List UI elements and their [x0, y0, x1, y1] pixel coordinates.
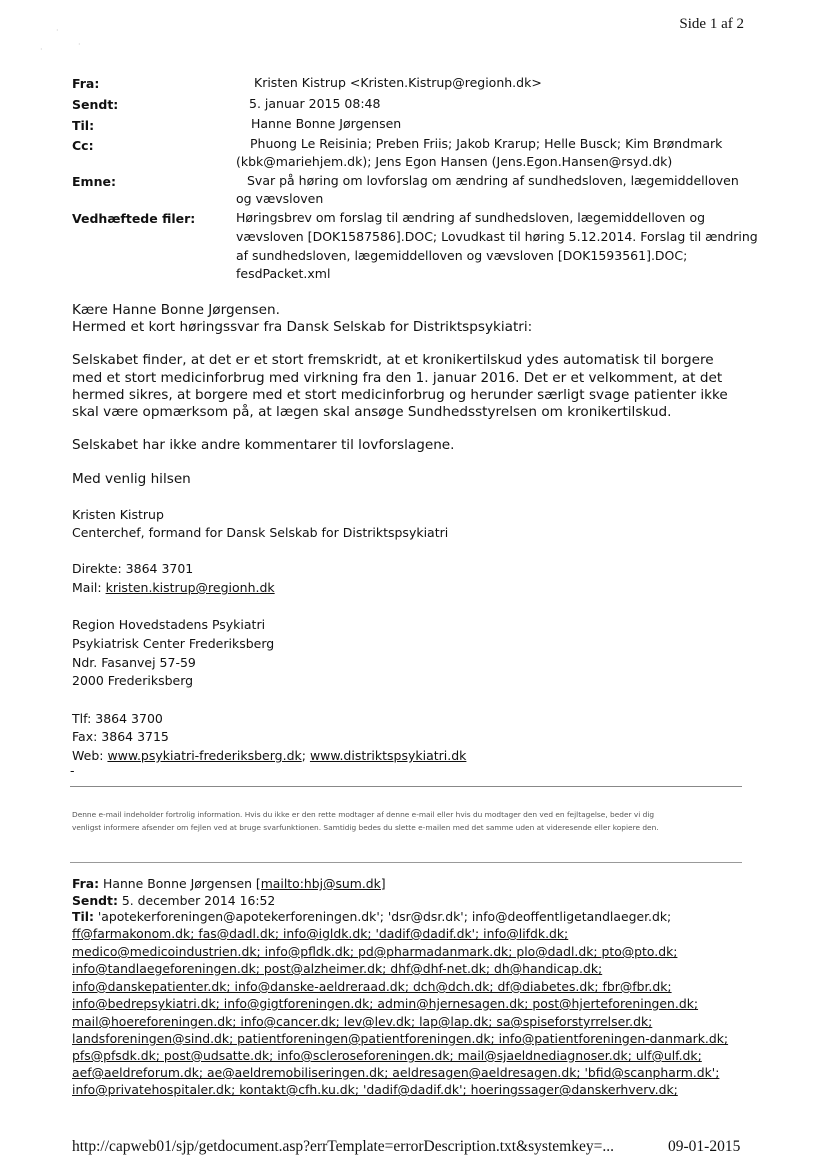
paragraph-line: skal være opmærksom på, at lægen skal ansøge Sundhedsstyrelsen om kronikertilskud. [72, 404, 672, 420]
to-label: Til: [72, 118, 95, 133]
paragraph-line: med et stort medicinforbrug med virkning fra den 1. januar 2016. Det er et velkomment, at det [72, 370, 723, 386]
paragraph-line: hermed sikres, at borgere med et stort medicinforbrug og herunder særligt svage patienter ikke [72, 387, 728, 403]
scan-speck: · [56, 26, 59, 35]
quoted-from-mailto[interactable]: [mailto:hbj@sum.dk] [255, 876, 386, 891]
from-value: Kristen Kistrup <Kristen.Kistrup@regionh.dk> [254, 75, 542, 90]
mail-label: Mail: [72, 580, 106, 595]
quoted-to-line [72, 908, 671, 926]
quoted-to-label: Til: [72, 909, 94, 924]
signature-dash: - [70, 763, 75, 778]
quoted-from [72, 875, 386, 893]
subject-label: Emne: [72, 174, 116, 189]
quoted-from-label: Fra: [72, 876, 100, 891]
attachment-line: vævsloven [DOK1587586].DOC; Lovudkast til høring 5.12.2014. Forslag til ændring [236, 229, 758, 244]
cc-line: (kbk@mariehjem.dk); Jens Egon Hansen (Jens.Egon.Hansen@rsyd.dk) [236, 154, 673, 169]
org-line: Region Hovedstadens Psykiatri [72, 617, 266, 632]
quoted-recipients: info@tandlaegeforeningen.dk; post@alzheimer.dk; dhf@dhf-net.dk; dh@handicap.dk; [72, 961, 603, 976]
intro-line: Hermed et kort høringssvar fra Dansk Selskab for Distriktspsykiatri: [72, 319, 533, 335]
quoted-recipients: medico@medicoindustrien.dk; info@pfldk.dk; pd@pharmadanmark.dk; plo@dadl.dk; pto@pto.dk; [72, 944, 678, 959]
disclaimer-line: Denne e-mail indeholder fortrolig information. Hvis du ikke er den rette modtager af denne e-mail eller hvis du modtager den ved en fejltagelse, beder vi dig [72, 810, 655, 819]
signature-direct: Direkte: 3864 3701 [72, 561, 194, 576]
quoted-recipients: info@danskepatienter.dk; info@danske-aeldreraad.dk; dch@dch.dk; df@diabetes.dk; fbr@fbr.dk; [72, 979, 672, 994]
signature-phone: Tlf: 3864 3700 [72, 711, 163, 726]
attachment-line: Høringsbrev om forslag til ændring af sundhedsloven, lægemiddelloven og [236, 210, 706, 225]
subject-line: Svar på høring om lovforslag om ændring af sundhedsloven, lægemiddelloven [247, 173, 739, 188]
quoted-recipients: landsforeningen@sind.dk; patientforeningen@patientforeningen.dk; info@patientforeningen-danmark.dk; [72, 1031, 729, 1046]
divider [70, 786, 742, 787]
web-link-frederiksberg[interactable]: www.psykiatri-frederiksberg.dk [107, 748, 302, 763]
signature-web [72, 748, 466, 763]
to-value: Hanne Bonne Jørgensen [251, 116, 402, 131]
footer-date: 09-01-2015 [668, 1138, 741, 1155]
mail-link[interactable]: kristen.kistrup@regionh.dk [105, 580, 275, 595]
org-line: Psykiatrisk Center Frederiksberg [72, 636, 275, 651]
paragraph-line: Selskabet har ikke andre kommentarer til lovforslagene. [72, 437, 455, 453]
quoted-recipients: ff@farmakonom.dk; fas@dadl.dk; info@igldk.dk; 'dadif@dadif.dk'; info@lifdk.dk; [72, 926, 569, 941]
attachments-label: Vedhæftede filer: [72, 211, 196, 226]
quoted-recipients: pfs@pfsdk.dk; post@udsatte.dk; info@scleroseforeningen.dk; mail@sjaeldnediagnoser.dk; ulf@ulf.dk; [72, 1048, 702, 1063]
disclaimer-line: venligst informere afsender om fejlen ved at bruge svarfunktionen. Samtidig bedes du slette e-mailen med det samme uden at videresende eller kopiere den. [72, 823, 659, 832]
signature-name: Kristen Kistrup [72, 507, 164, 522]
signature-mail [72, 580, 275, 595]
quoted-recipients: 'apotekerforeningen@apotekerforeningen.dk'; 'dsr@dsr.dk'; info@deoffentligetandlaeger.dk; [93, 909, 672, 924]
greeting: Kære Hanne Bonne Jørgensen. [72, 302, 280, 318]
web-link-distriktspsykiatri[interactable]: www.distriktspsykiatri.dk [309, 748, 467, 763]
signature-title: Centerchef, formand for Dansk Selskab for Distriktspsykiatri [72, 525, 449, 540]
org-line: Ndr. Fasanvej 57-59 [72, 655, 196, 670]
quoted-recipients: mail@hoereforeningen.dk; info@cancer.dk; lev@lev.dk; lap@lap.dk; sa@spiseforstyrrelser.dk; [72, 1014, 653, 1029]
cc-label: Cc: [72, 138, 94, 153]
cc-line: Phuong Le Reisinia; Preben Friis; Jakob Krarup; Helle Busck; Kim Brøndmark [250, 136, 723, 151]
paragraph-line: Selskabet finder, at det er et stort fremskridt, at et kronikertilskud ydes automatisk til borgere [72, 352, 714, 368]
signature-fax: Fax: 3864 3715 [72, 729, 169, 744]
web-label: Web: [72, 748, 108, 763]
closing: Med venlig hilsen [72, 471, 191, 487]
sent-value: 5. januar 2015 08:48 [249, 96, 381, 111]
quoted-sent [72, 892, 275, 910]
page-number: Side 1 af 2 [679, 16, 744, 32]
quoted-from-name: Hanne Bonne Jørgensen [99, 876, 256, 891]
web-separator: ; [301, 748, 310, 763]
scan-speck: · [78, 40, 81, 49]
quoted-recipients: info@privatehospitaler.dk; kontakt@cfh.ku.dk; 'dadif@dadif.dk'; hoeringssager@danskerhverv.dk; [72, 1082, 678, 1097]
quoted-recipients: aef@aeldreforum.dk; ae@aeldremobiliseringen.dk; aeldresagen@aeldresagen.dk; 'bfid@scanpharm.dk'; [72, 1065, 720, 1080]
subject-line: og vævsloven [236, 191, 324, 206]
quoted-sent-value: 5. december 2014 16:52 [117, 893, 276, 908]
sent-label: Sendt: [72, 97, 119, 112]
quoted-recipients: info@bedrepsykiatri.dk; info@gigtforeningen.dk; admin@hjernesagen.dk; post@hjerteforeningen.dk; [72, 996, 699, 1011]
footer-url: http://capweb01/sjp/getdocument.asp?errTemplate=errorDescription.txt&systemkey=... [72, 1138, 614, 1155]
org-line: 2000 Frederiksberg [72, 673, 194, 688]
attachment-line: fesdPacket.xml [236, 266, 331, 281]
from-label: Fra: [72, 76, 100, 91]
quoted-sent-label: Sendt: [72, 893, 118, 908]
scan-speck: · [40, 45, 43, 54]
attachment-line: af sundhedsloven, lægemiddelloven og vævsloven [DOK1593561].DOC; [236, 248, 688, 263]
divider [70, 862, 742, 863]
